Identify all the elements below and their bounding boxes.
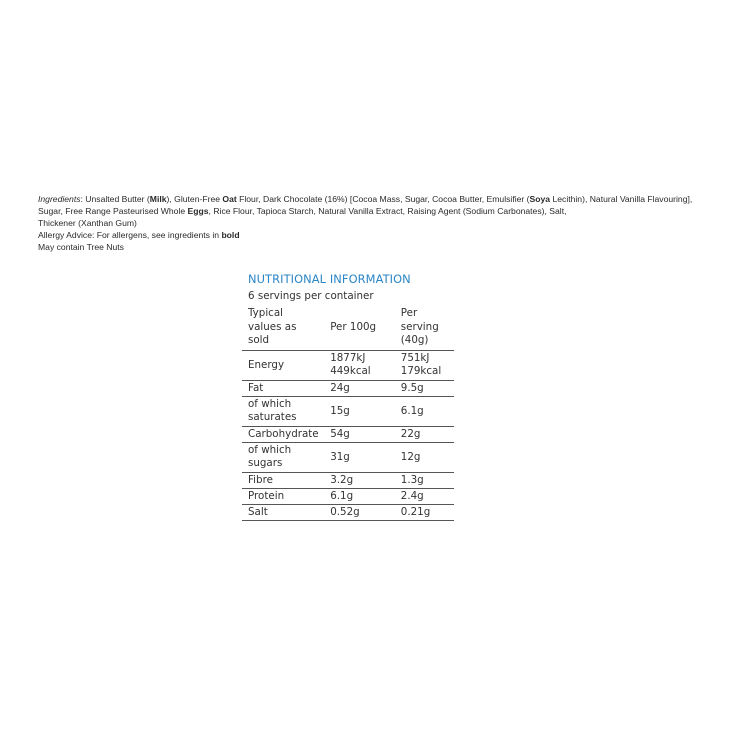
nutrition-row [242,442,454,472]
value-per-serving-line: 1.3g [400,473,424,486]
nutrient-name-line: Energy [248,358,285,371]
value-per-serving-line: 22g [400,427,421,440]
servings-per-container: 6 servings per container [248,290,374,302]
allergen-bold: Eggs [187,206,209,216]
header-typical-values: Typical values as sold [242,307,324,350]
nutrient-name [242,350,324,380]
value-per-100g [324,442,395,472]
nutrient-name [242,426,324,442]
ingredients-label: Ingredients [38,194,81,204]
value-per-100g [324,488,395,504]
nutrition-row [242,472,454,488]
ingredients-segment: ), Gluten-Free [166,194,223,204]
value-per-serving-line: 9.5g [400,381,424,394]
allergen-bold: Milk [149,194,167,204]
value-per-100g-line: 24g [330,381,350,394]
ingredients-segment: Lecithin), Natural Vanilla Flavouring], Sugar, Free Range Pasteurised Whole [38,194,693,216]
nutrition-row [242,380,454,396]
nutrient-name [242,472,324,488]
value-per-100g [324,426,395,442]
value-per-100g-line: 54g [330,427,350,440]
allergy-bold-word: bold [221,230,240,240]
value-per-serving [395,442,454,472]
value-per-100g-line: 15g [330,404,350,417]
nutrient-name [242,442,324,472]
value-per-100g [324,350,395,380]
value-per-serving-line: 12g [400,450,421,463]
value-per-100g-line: 3.2g [330,473,354,486]
nutrition-row [242,488,454,504]
nutrition-header-row [242,307,454,350]
allergen-bold: Oat [222,194,237,204]
nutrition-row [242,350,454,380]
ingredients-segment: : Unsalted Butter ( [80,194,150,204]
value-per-100g-line: 31g [330,450,350,463]
allergy-text: Allergy Advice: For allergens, see ingredients in [38,230,222,240]
value-per-serving-line: 6.1g [400,404,424,417]
nutrition-row [242,396,454,426]
nutrient-name-line: Fat [248,381,264,394]
nutrition-title: NUTRITIONAL INFORMATION [248,272,411,286]
allergy-advice [38,229,718,241]
may-contain-line: May contain Tree Nuts [38,242,124,252]
nutrition-table [242,307,454,521]
nutrient-name-line: Carbohydrate [248,427,319,440]
ingredients-text [38,194,692,216]
value-per-serving-line: 0.21g [400,505,431,518]
nutrition-row [242,504,454,520]
nutrient-name-line: of which [248,444,292,456]
nutrient-name-line: Fibre [248,473,273,486]
value-per-serving [395,396,454,426]
ingredients-segment: Flour, Dark Chocolate (16%) [Cocoa Mass, Sugar, Cocoa Butter, Emulsifier ( [236,194,530,204]
value-per-serving-line: 751kJ [400,352,430,364]
nutrient-name [242,488,324,504]
value-per-100g [324,380,395,396]
nutrient-name-line: Salt [248,505,268,518]
value-per-serving [395,488,454,504]
allergen-bold: Soya [529,194,551,204]
value-per-serving [395,426,454,442]
value-per-100g-line: 0.52g [330,505,360,518]
nutrient-name-line: saturates [248,411,297,423]
nutrient-name-line: Protein [248,489,285,502]
ingredients-block [38,193,718,253]
value-per-serving-line: 2.4g [400,489,424,502]
value-per-100g [324,396,395,426]
nutrition-panel [242,272,454,521]
nutrient-name [242,380,324,396]
value-per-serving [395,472,454,488]
value-per-100g [324,504,395,520]
header-per-100g: Per 100g [324,307,395,350]
value-per-serving [395,380,454,396]
value-per-serving [395,350,454,380]
nutrient-name-line: sugars [248,457,283,469]
nutrition-row [242,426,454,442]
nutrient-name [242,504,324,520]
nutrient-name [242,396,324,426]
ingredients-segment: , Rice Flour, Tapioca Starch, Natural Vanilla Extract, Raising Agent (Sodium Carbonates), Salt, [208,206,567,216]
thickener-line: Thickener (Xanthan Gum) [38,218,137,228]
value-per-serving [395,504,454,520]
header-per-serving: Per serving (40g) [395,307,454,350]
value-per-100g-line: 1877kJ [330,352,366,364]
value-per-100g-line: 6.1g [330,489,354,502]
ingredients-paragraph [38,193,718,217]
value-per-100g-line: 449kcal [330,365,371,377]
value-per-serving-line: 179kcal [400,365,442,377]
value-per-100g [324,472,395,488]
nutrient-name-line: of which [248,398,292,410]
